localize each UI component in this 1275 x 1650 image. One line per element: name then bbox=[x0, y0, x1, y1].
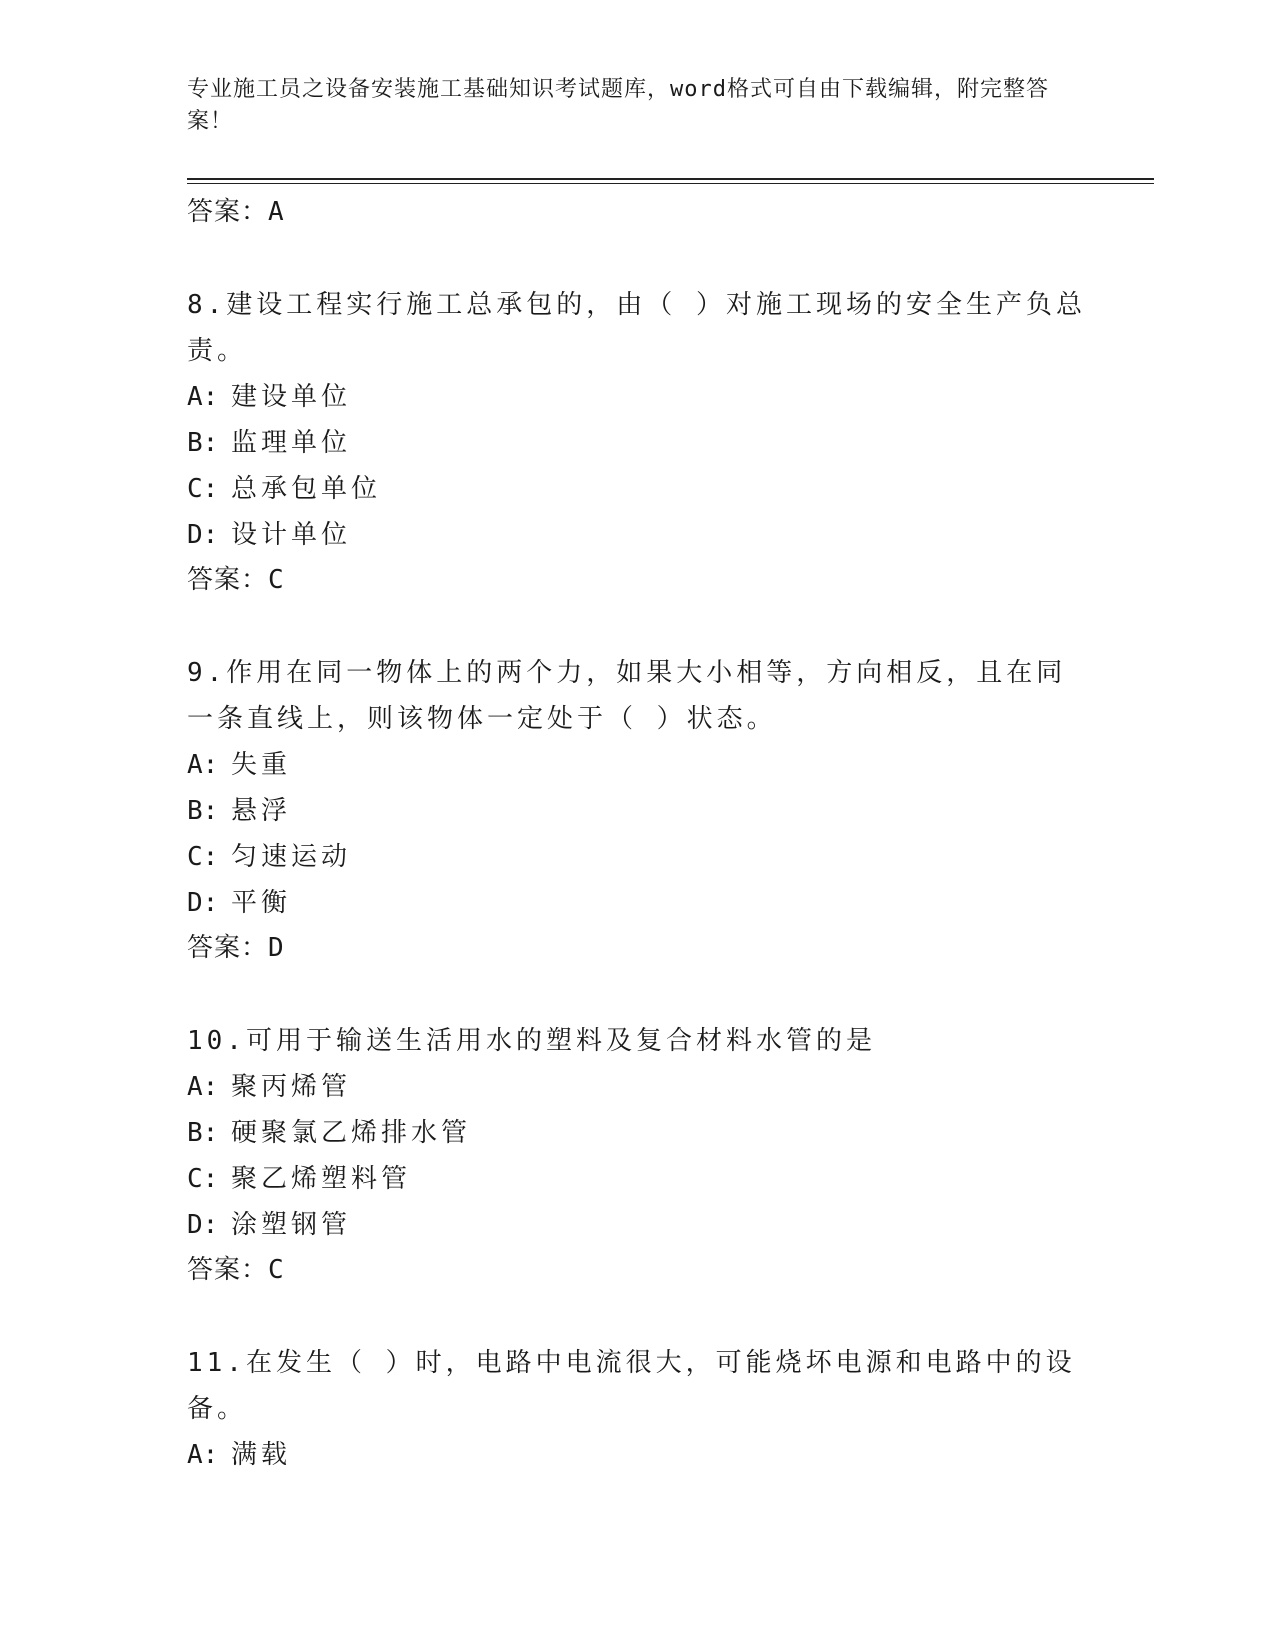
answer-line: 答案：C bbox=[187, 1255, 285, 1285]
question-stem: 11.在发生（ ）时，电路中电流很大，可能烧坏电源和电路中的设备。 bbox=[187, 1348, 1076, 1424]
document-header: 专业施工员之设备安装施工基础知识考试题库，word格式可自由下载编辑，附完整答案！ bbox=[187, 77, 1049, 134]
option-a: A: 建设单位 bbox=[187, 382, 352, 412]
question-block bbox=[187, 1340, 1087, 1478]
option-b: B: 硬聚氯乙烯排水管 bbox=[187, 1118, 472, 1148]
option-a: A: 满载 bbox=[187, 1440, 292, 1470]
question-block bbox=[187, 1018, 1087, 1288]
answer-line: 答案：D bbox=[187, 933, 285, 963]
option-c: C: 聚乙烯塑料管 bbox=[187, 1164, 412, 1194]
option-b: B: 监理单位 bbox=[187, 428, 352, 458]
option-d: D: 设计单位 bbox=[187, 520, 352, 550]
question-stem: 8.建设工程实行施工总承包的，由（ ）对施工现场的安全生产负总责。 bbox=[187, 290, 1086, 366]
option-c: C: 总承包单位 bbox=[187, 474, 382, 504]
option-d: D: 涂塑钢管 bbox=[187, 1210, 352, 1240]
previous-answer: 答案：A bbox=[187, 197, 285, 227]
option-b: B: 悬浮 bbox=[187, 796, 292, 826]
option-a: A: 聚丙烯管 bbox=[187, 1072, 352, 1102]
header-divider-thick bbox=[187, 178, 1154, 180]
option-c: C: 匀速运动 bbox=[187, 842, 352, 872]
option-d: D: 平衡 bbox=[187, 888, 292, 918]
question-stem: 9.作用在同一物体上的两个力，如果大小相等，方向相反，且在同一条直线上，则该物体一定处于（ ）状态。 bbox=[187, 658, 1067, 734]
question-content bbox=[187, 190, 1087, 1478]
header-divider-thin bbox=[187, 183, 1154, 184]
question-block bbox=[187, 282, 1087, 598]
answer-line: 答案：C bbox=[187, 565, 285, 595]
question-stem: 10.可用于输送生活用水的塑料及复合材料水管的是 bbox=[187, 1026, 876, 1056]
option-a: A: 失重 bbox=[187, 750, 292, 780]
question-block bbox=[187, 650, 1087, 966]
